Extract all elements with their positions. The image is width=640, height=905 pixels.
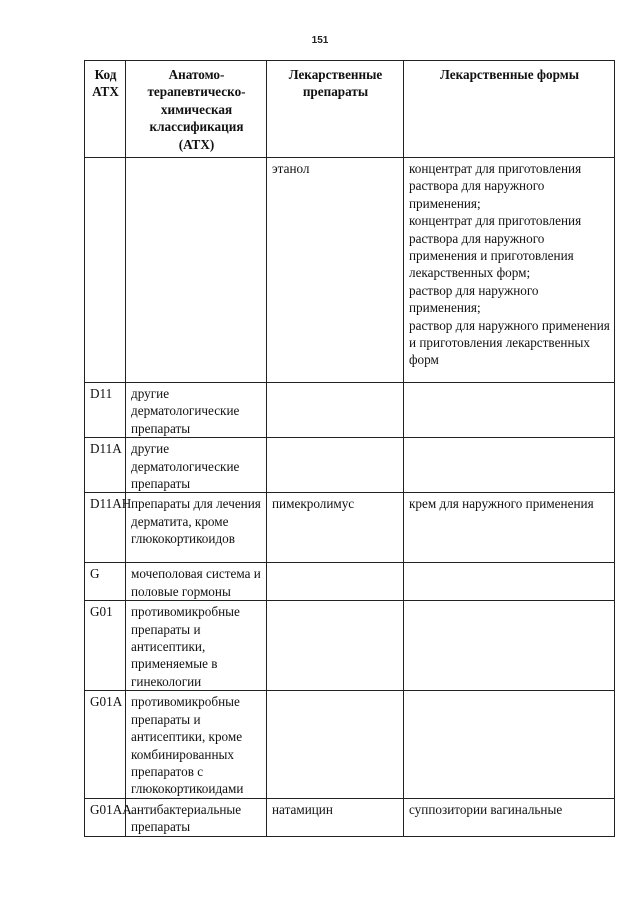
cell-code: G01A — [85, 691, 126, 798]
cell-drug: этанол — [267, 158, 404, 383]
cell-classification: антибактериальные препараты — [126, 798, 267, 836]
table-row — [85, 798, 615, 836]
table-header-row — [85, 61, 615, 158]
cell-classification: противомикробные препараты и антисептики, применяемые в гинекологии — [126, 601, 267, 691]
cell-code: G01 — [85, 601, 126, 691]
cell-drug — [267, 601, 404, 691]
cell-code — [85, 158, 126, 383]
atc-drug-table — [84, 60, 615, 837]
cell-classification: мочеполовая система и половые гормоны — [126, 563, 267, 601]
page-number: 151 — [311, 35, 329, 46]
cell-code: D11 — [85, 383, 126, 438]
cell-drug: натамицин — [267, 798, 404, 836]
cell-classification: препараты для лечения дерматита, кроме глюкокортикоидов — [126, 493, 267, 563]
cell-code: G01AA — [85, 798, 126, 836]
header-forms: Лекарственные формы — [404, 61, 615, 158]
header-classification: Анатомо-терапевтическо-химическая классификация (АТХ) — [126, 61, 267, 158]
cell-drug — [267, 563, 404, 601]
table-row — [85, 493, 615, 563]
cell-forms: суппозитории вагинальные — [404, 798, 615, 836]
cell-forms — [404, 601, 615, 691]
cell-classification — [126, 158, 267, 383]
cell-forms — [404, 691, 615, 798]
cell-drug — [267, 691, 404, 798]
cell-classification: другие дерматологические препараты — [126, 438, 267, 493]
cell-classification: противомикробные препараты и антисептики, кроме комбинированных препаратов с глюкокортикоидами — [126, 691, 267, 798]
cell-code: D11A — [85, 438, 126, 493]
header-drugs: Лекарственные препараты — [267, 61, 404, 158]
cell-forms — [404, 563, 615, 601]
table-row — [85, 158, 615, 383]
cell-classification: другие дерматологические препараты — [126, 383, 267, 438]
cell-code: G — [85, 563, 126, 601]
cell-forms — [404, 438, 615, 493]
table-row — [85, 383, 615, 438]
cell-forms: концентрат для приготовления раствора для наружного применения; концентрат для приготовления раствора для наружного применения и приготовления лекарственных форм; раствор для наружного применения; раствор для наружного применения и приготовления лекарственных форм — [404, 158, 615, 383]
table-row — [85, 563, 615, 601]
table-row — [85, 691, 615, 798]
header-code: Код АТХ — [85, 61, 126, 158]
table-row — [85, 601, 615, 691]
table-row — [85, 438, 615, 493]
cell-drug — [267, 438, 404, 493]
cell-forms: крем для наружного применения — [404, 493, 615, 563]
cell-drug — [267, 383, 404, 438]
cell-forms — [404, 383, 615, 438]
cell-code: D11AH — [85, 493, 126, 563]
cell-drug: пимекролимус — [267, 493, 404, 563]
